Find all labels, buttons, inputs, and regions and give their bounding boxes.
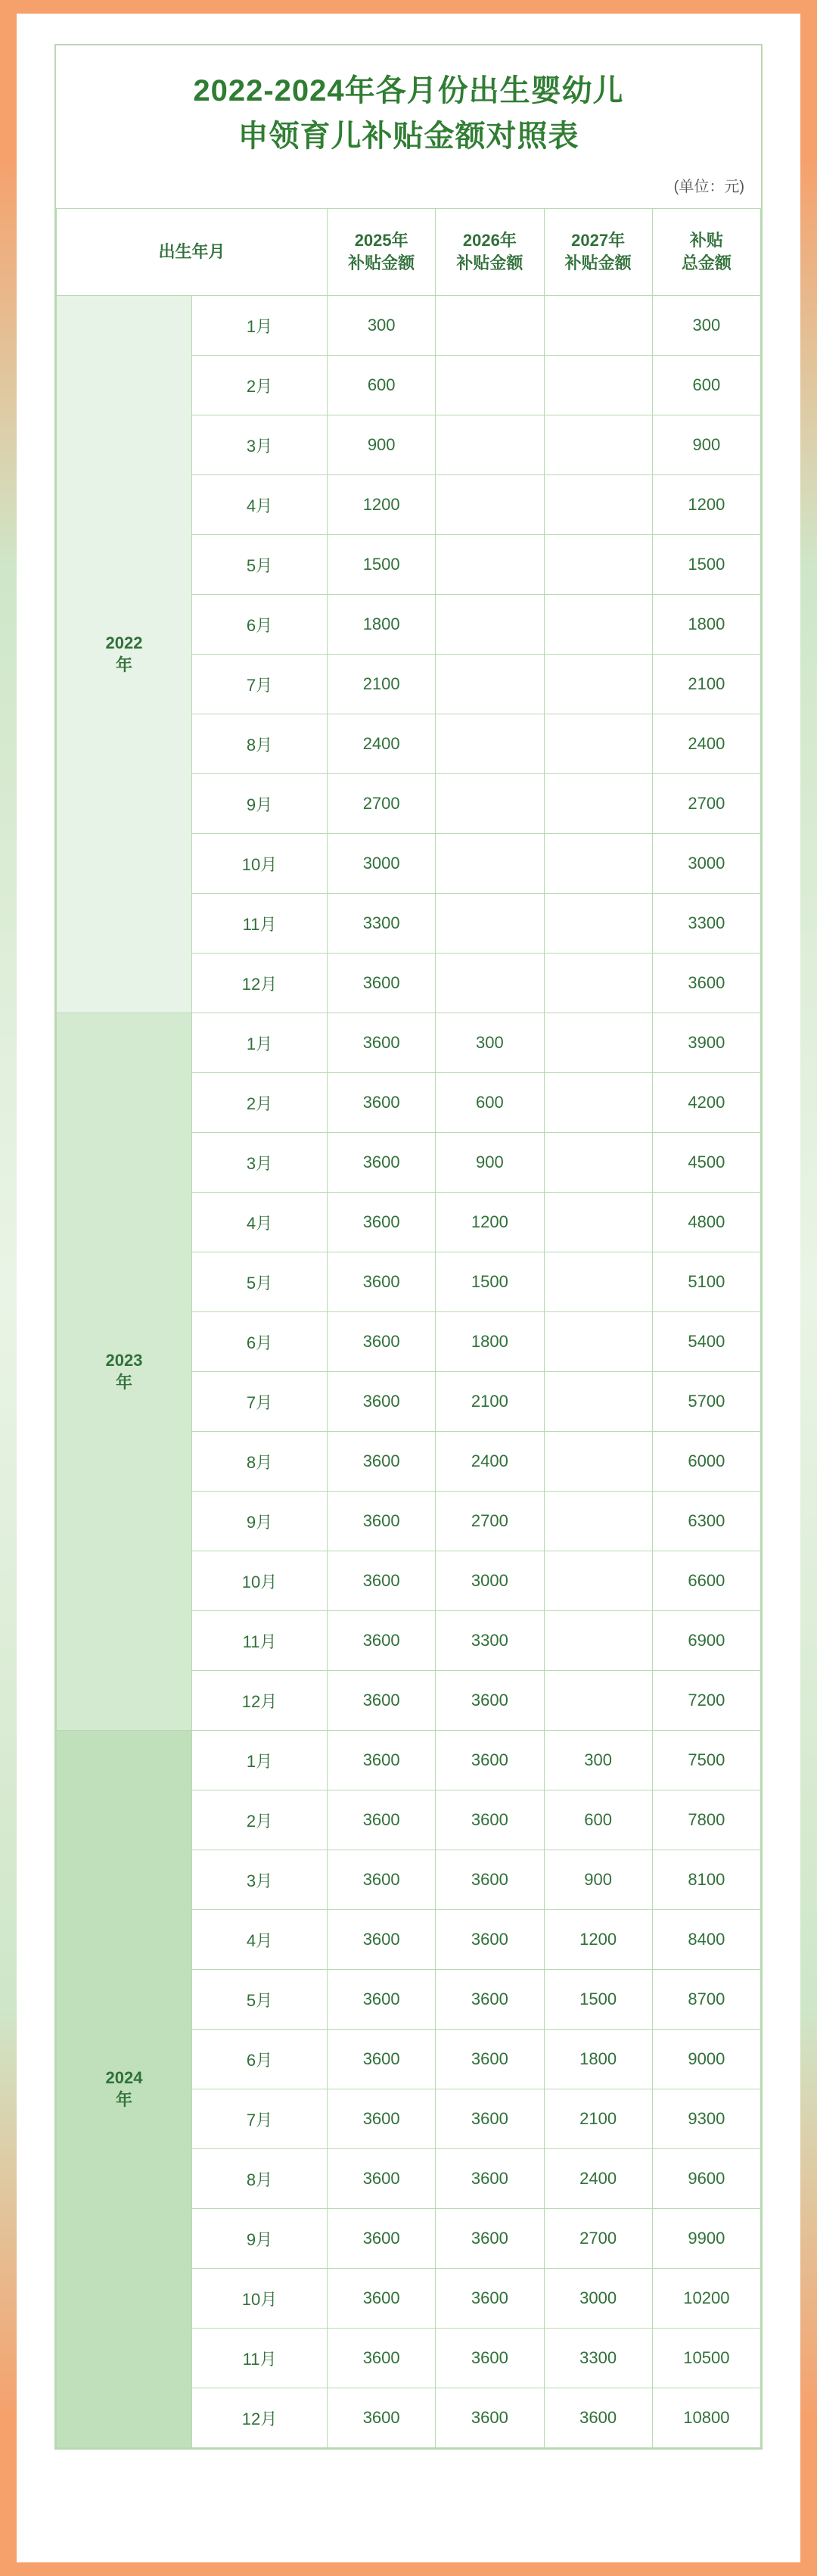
cell-month: 6月 [192, 1312, 328, 1372]
cell-2027-amount [544, 1252, 652, 1312]
cell-2027-amount: 3300 [544, 2329, 652, 2388]
cell-2027-amount: 1200 [544, 1910, 652, 1970]
cell-2027-amount [544, 655, 652, 714]
cell-2027-amount [544, 356, 652, 415]
cell-2027-amount: 2400 [544, 2149, 652, 2209]
cell-2025-amount: 3600 [328, 1850, 436, 1910]
cell-month: 4月 [192, 475, 328, 535]
cell-2027-amount: 2100 [544, 2089, 652, 2149]
cell-2026-amount [436, 296, 544, 356]
cell-month: 12月 [192, 2388, 328, 2448]
cell-2026-amount: 3600 [436, 1910, 544, 1970]
cell-total-amount: 7800 [652, 1790, 760, 1850]
cell-2025-amount: 3600 [328, 2209, 436, 2269]
cell-2025-amount: 3600 [328, 1970, 436, 2030]
cell-2027-amount [544, 1372, 652, 1432]
cell-month: 4月 [192, 1910, 328, 1970]
cell-total-amount: 9600 [652, 2149, 760, 2209]
cell-2026-amount: 3300 [436, 1611, 544, 1671]
cell-2027-amount [544, 834, 652, 894]
column-header-total [652, 209, 760, 296]
cell-2026-amount: 3600 [436, 2089, 544, 2149]
column-header-2027-sub: 补贴金额 [564, 254, 632, 272]
cell-2027-amount: 300 [544, 1731, 652, 1790]
cell-month: 5月 [192, 535, 328, 595]
cell-month: 6月 [192, 2030, 328, 2089]
cell-2025-amount: 3600 [328, 2329, 436, 2388]
cell-month: 9月 [192, 1492, 328, 1551]
cell-total-amount: 6000 [652, 1432, 760, 1492]
cell-month: 12月 [192, 954, 328, 1013]
cell-2025-amount: 3600 [328, 1790, 436, 1850]
cell-2025-amount: 3300 [328, 894, 436, 954]
cell-2025-amount: 3600 [328, 2089, 436, 2149]
cell-total-amount: 10200 [652, 2269, 760, 2329]
table-row [57, 1013, 761, 1073]
cell-2027-amount [544, 595, 652, 655]
cell-2026-amount [436, 475, 544, 535]
cell-month: 7月 [192, 2089, 328, 2149]
cell-2026-amount: 3000 [436, 1551, 544, 1611]
cell-total-amount: 8400 [652, 1910, 760, 1970]
cell-2025-amount: 3000 [328, 834, 436, 894]
column-header-birth-month-main: 出生年月 [158, 242, 225, 262]
table-header [57, 209, 761, 296]
cell-2027-amount: 600 [544, 1790, 652, 1850]
cell-2027-amount: 900 [544, 1850, 652, 1910]
column-header-2025 [328, 209, 436, 296]
cell-month: 2月 [192, 1790, 328, 1850]
cell-2026-amount: 2100 [436, 1372, 544, 1432]
cell-2026-amount [436, 714, 544, 774]
cell-2026-amount: 3600 [436, 2388, 544, 2448]
cell-2027-amount [544, 1193, 652, 1252]
cell-2026-amount: 3600 [436, 2030, 544, 2089]
cell-2025-amount: 3600 [328, 1372, 436, 1432]
cell-2025-amount: 3600 [328, 1432, 436, 1492]
cell-2027-amount [544, 1013, 652, 1073]
cell-total-amount: 1500 [652, 535, 760, 595]
cell-2025-amount: 2400 [328, 714, 436, 774]
cell-2025-amount: 3600 [328, 2149, 436, 2209]
cell-2026-amount: 300 [436, 1013, 544, 1073]
cell-total-amount: 5100 [652, 1252, 760, 1312]
column-header-2027 [544, 209, 652, 296]
year-group-label: 2023 年 [57, 1013, 192, 1731]
cell-month: 9月 [192, 774, 328, 834]
cell-month: 6月 [192, 595, 328, 655]
page-title-line-2: 申领育儿补贴金额对照表 [238, 120, 579, 153]
cell-2025-amount: 1800 [328, 595, 436, 655]
cell-2026-amount: 600 [436, 1073, 544, 1133]
cell-2025-amount: 3600 [328, 2269, 436, 2329]
cell-month: 8月 [192, 2149, 328, 2209]
cell-2025-amount: 3600 [328, 1611, 436, 1671]
subsidy-table [56, 208, 761, 2448]
cell-month: 9月 [192, 2209, 328, 2269]
cell-2026-amount: 1500 [436, 1252, 544, 1312]
cell-total-amount: 6600 [652, 1551, 760, 1611]
cell-2026-amount [436, 356, 544, 415]
cell-2025-amount: 3600 [328, 1133, 436, 1193]
column-header-2025-sub: 补贴金额 [348, 254, 415, 272]
year-group-label: 2024 年 [57, 1731, 192, 2448]
cell-2027-amount [544, 1492, 652, 1551]
cell-2027-amount [544, 1073, 652, 1133]
table-body [57, 296, 761, 2448]
document-sheet [17, 14, 800, 2562]
column-header-2025-main: 2025年 [354, 231, 408, 250]
cell-2025-amount: 3600 [328, 1073, 436, 1133]
cell-month: 10月 [192, 1551, 328, 1611]
cell-2027-amount: 3600 [544, 2388, 652, 2448]
cell-2026-amount: 3600 [436, 1850, 544, 1910]
cell-2026-amount: 2400 [436, 1432, 544, 1492]
table-row [57, 296, 761, 356]
cell-2025-amount: 3600 [328, 1312, 436, 1372]
cell-month: 12月 [192, 1671, 328, 1731]
column-header-2027-main: 2027年 [571, 231, 626, 250]
cell-2025-amount: 3600 [328, 954, 436, 1013]
cell-total-amount: 4800 [652, 1193, 760, 1252]
cell-total-amount: 8700 [652, 1970, 760, 2030]
cell-2027-amount [544, 1432, 652, 1492]
cell-2027-amount: 1800 [544, 2030, 652, 2089]
cell-total-amount: 1200 [652, 475, 760, 535]
cell-2026-amount: 2700 [436, 1492, 544, 1551]
cell-2025-amount: 300 [328, 296, 436, 356]
cell-2026-amount: 1800 [436, 1312, 544, 1372]
cell-2026-amount: 3600 [436, 2269, 544, 2329]
cell-2027-amount [544, 774, 652, 834]
cell-2026-amount: 3600 [436, 1671, 544, 1731]
cell-month: 5月 [192, 1970, 328, 2030]
cell-total-amount: 2400 [652, 714, 760, 774]
cell-2027-amount [544, 415, 652, 475]
cell-2026-amount: 3600 [436, 2329, 544, 2388]
cell-2026-amount: 1200 [436, 1193, 544, 1252]
cell-total-amount: 9900 [652, 2209, 760, 2269]
cell-month: 2月 [192, 1073, 328, 1133]
cell-total-amount: 9300 [652, 2089, 760, 2149]
cell-2027-amount: 3000 [544, 2269, 652, 2329]
cell-2026-amount [436, 535, 544, 595]
cell-2025-amount: 3600 [328, 1193, 436, 1252]
cell-month: 11月 [192, 894, 328, 954]
cell-2026-amount: 3600 [436, 2209, 544, 2269]
column-header-2026-main: 2026年 [462, 231, 517, 250]
column-header-total-sub: 总金额 [681, 254, 732, 272]
cell-month: 7月 [192, 1372, 328, 1432]
column-header-total-main: 补贴 [689, 231, 723, 250]
column-header-2026 [436, 209, 544, 296]
title-block [56, 45, 761, 170]
column-header-2026-sub: 补贴金额 [456, 254, 523, 272]
cell-2025-amount: 3600 [328, 1492, 436, 1551]
subsidy-table-card [54, 44, 763, 2450]
cell-total-amount: 9000 [652, 2030, 760, 2089]
cell-2027-amount [544, 1611, 652, 1671]
cell-2026-amount: 3600 [436, 1970, 544, 2030]
cell-total-amount: 7500 [652, 1731, 760, 1790]
cell-total-amount: 8100 [652, 1850, 760, 1910]
cell-month: 3月 [192, 1850, 328, 1910]
cell-total-amount: 300 [652, 296, 760, 356]
cell-2025-amount: 1200 [328, 475, 436, 535]
cell-2027-amount [544, 1133, 652, 1193]
cell-2025-amount: 3600 [328, 1551, 436, 1611]
cell-2026-amount [436, 774, 544, 834]
cell-2026-amount [436, 595, 544, 655]
cell-total-amount: 10800 [652, 2388, 760, 2448]
cell-month: 10月 [192, 2269, 328, 2329]
cell-2025-amount: 600 [328, 356, 436, 415]
cell-2026-amount [436, 894, 544, 954]
cell-month: 7月 [192, 655, 328, 714]
cell-2026-amount: 900 [436, 1133, 544, 1193]
cell-total-amount: 7200 [652, 1671, 760, 1731]
cell-2027-amount [544, 954, 652, 1013]
cell-month: 3月 [192, 415, 328, 475]
cell-2025-amount: 3600 [328, 2030, 436, 2089]
cell-2027-amount [544, 1551, 652, 1611]
cell-2027-amount [544, 475, 652, 535]
cell-2027-amount: 1500 [544, 1970, 652, 2030]
cell-month: 1月 [192, 1013, 328, 1073]
cell-total-amount: 4200 [652, 1073, 760, 1133]
cell-month: 11月 [192, 1611, 328, 1671]
cell-2027-amount: 2700 [544, 2209, 652, 2269]
cell-2025-amount: 3600 [328, 1252, 436, 1312]
cell-total-amount: 3600 [652, 954, 760, 1013]
cell-total-amount: 4500 [652, 1133, 760, 1193]
cell-month: 10月 [192, 834, 328, 894]
cell-2027-amount [544, 894, 652, 954]
cell-month: 1月 [192, 1731, 328, 1790]
cell-2026-amount: 3600 [436, 2149, 544, 2209]
cell-month: 1月 [192, 296, 328, 356]
cell-total-amount: 5400 [652, 1312, 760, 1372]
cell-total-amount: 10500 [652, 2329, 760, 2388]
cell-month: 11月 [192, 2329, 328, 2388]
cell-2027-amount [544, 1312, 652, 1372]
cell-2027-amount [544, 535, 652, 595]
unit-note: (单位：元) [673, 179, 744, 195]
cell-2026-amount [436, 834, 544, 894]
cell-2025-amount: 3600 [328, 1910, 436, 1970]
cell-2025-amount: 2100 [328, 655, 436, 714]
cell-total-amount: 6300 [652, 1492, 760, 1551]
cell-month: 8月 [192, 1432, 328, 1492]
cell-2025-amount: 3600 [328, 1731, 436, 1790]
cell-total-amount: 3900 [652, 1013, 760, 1073]
cell-total-amount: 3300 [652, 894, 760, 954]
cell-2026-amount [436, 954, 544, 1013]
column-header-birth-month [57, 209, 328, 296]
table-header-row [57, 209, 761, 296]
cell-2025-amount: 3600 [328, 2388, 436, 2448]
cell-month: 5月 [192, 1252, 328, 1312]
cell-2026-amount: 3600 [436, 1790, 544, 1850]
cell-2026-amount [436, 415, 544, 475]
cell-2025-amount: 1500 [328, 535, 436, 595]
cell-month: 3月 [192, 1133, 328, 1193]
cell-total-amount: 2100 [652, 655, 760, 714]
cell-total-amount: 1800 [652, 595, 760, 655]
cell-total-amount: 6900 [652, 1611, 760, 1671]
cell-total-amount: 5700 [652, 1372, 760, 1432]
cell-month: 4月 [192, 1193, 328, 1252]
cell-2025-amount: 900 [328, 415, 436, 475]
cell-month: 8月 [192, 714, 328, 774]
page-title-line-1: 2022-2024年各月份出生婴幼儿 [193, 74, 624, 107]
cell-month: 2月 [192, 356, 328, 415]
cell-total-amount: 3000 [652, 834, 760, 894]
year-group-label: 2022 年 [57, 296, 192, 1013]
cell-2026-amount [436, 655, 544, 714]
cell-total-amount: 600 [652, 356, 760, 415]
cell-2027-amount [544, 714, 652, 774]
cell-total-amount: 2700 [652, 774, 760, 834]
cell-2025-amount: 3600 [328, 1671, 436, 1731]
table-row [57, 1731, 761, 1790]
cell-total-amount: 900 [652, 415, 760, 475]
cell-2027-amount [544, 1671, 652, 1731]
cell-2027-amount [544, 296, 652, 356]
cell-2025-amount: 2700 [328, 774, 436, 834]
cell-2025-amount: 3600 [328, 1013, 436, 1073]
cell-2026-amount: 3600 [436, 1731, 544, 1790]
